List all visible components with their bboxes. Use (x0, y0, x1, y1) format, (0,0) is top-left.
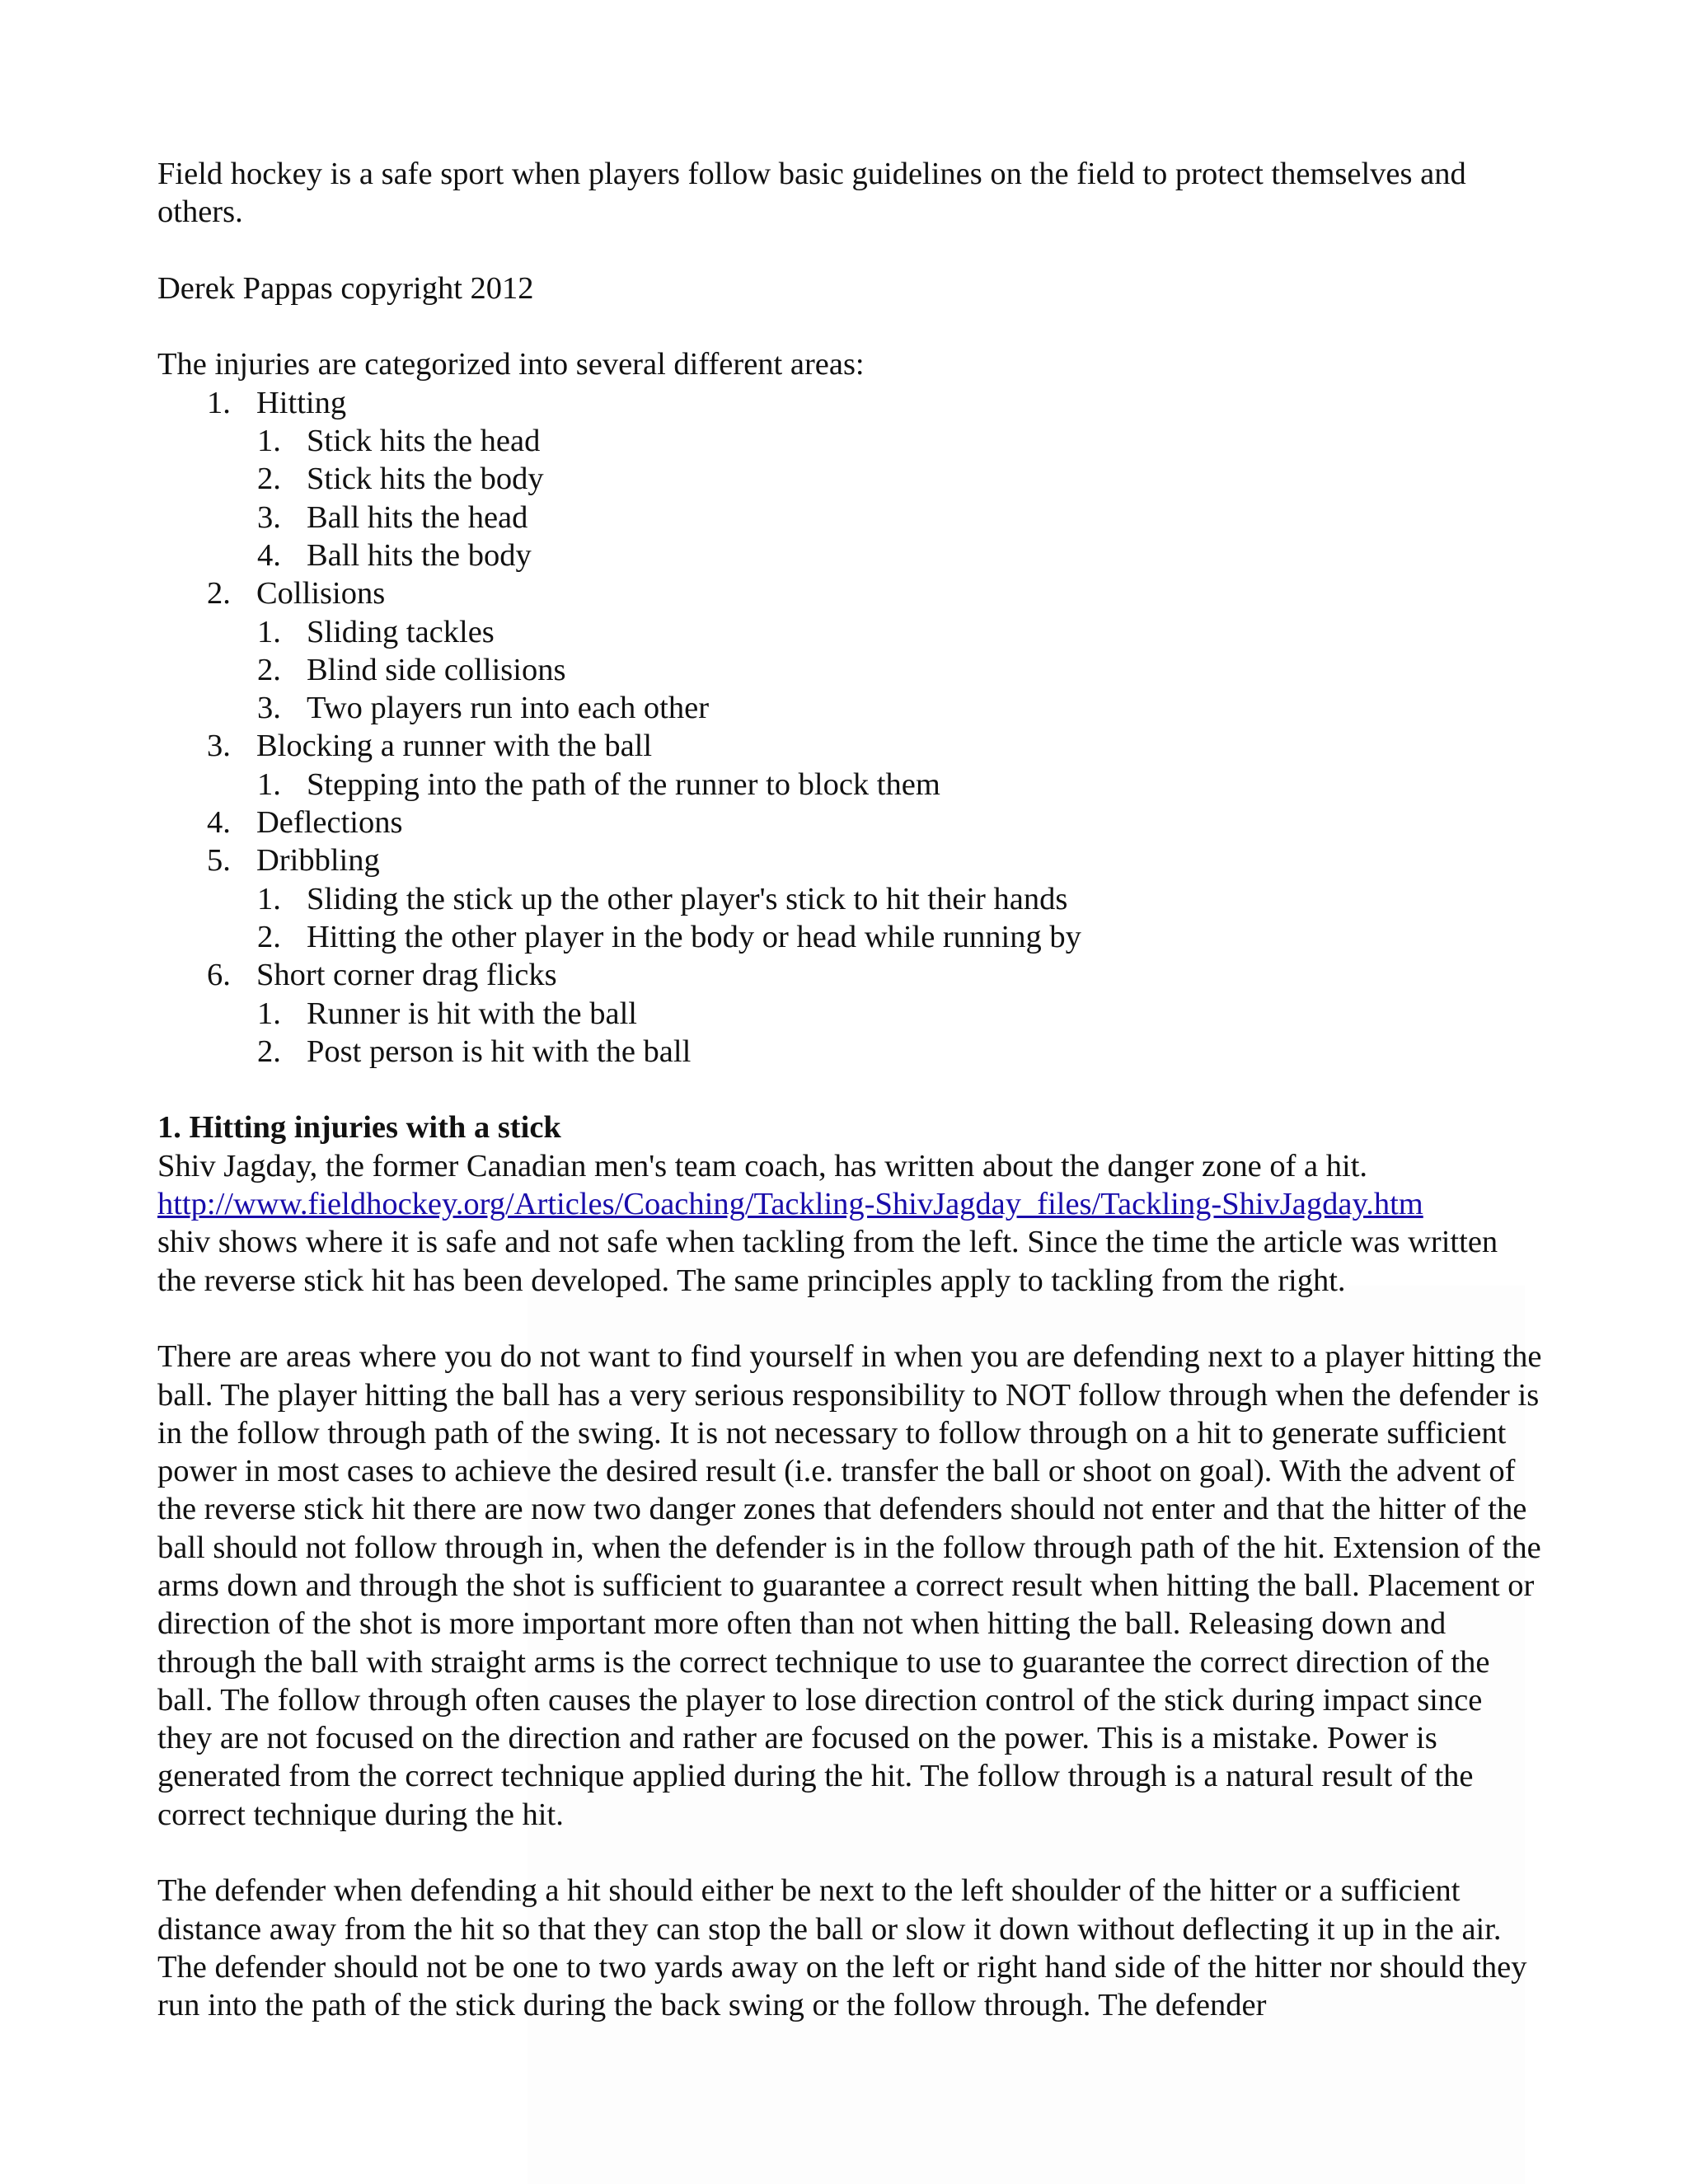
subcategory-item (157, 689, 1542, 727)
category-number: 1. (207, 385, 231, 420)
subcategory-number: 2. (257, 919, 281, 954)
spacer (157, 1071, 1542, 1108)
subcategory-number: 1. (257, 881, 281, 916)
subcategory-number: 1. (257, 424, 281, 459)
subcategory-label: Stepping into the path of the runner to block them (307, 766, 940, 802)
subcategory-list (157, 613, 1542, 728)
subcategory-label: Stick hits the head (307, 424, 541, 459)
categories-intro: The injuries are categorized into several different areas: (157, 347, 865, 382)
article-link[interactable]: http://www.fieldhockey.org/Articles/Coaching/Tackling-ShivJagday_files/Tackling-ShivJagday.htm (157, 1187, 1423, 1222)
subcategory-number: 2. (257, 652, 281, 687)
section-paragraph-2: There are areas where you do not want to find yourself in when you are defending next to a player hitting the ball. The player hitting the ball has a very serious responsibility to NOT follow through when the defender is in the follow through path of the swing. It is not necessary to follow through on a hit to generate sufficient power in most cases to achieve the desired result (i.e. transfer the ball or shoot on goal). With the advent of the reverse stick hit there are now two danger zones that defenders should not enter and that the hitter of the ball should not follow through in, when the defender is in the follow through path of the hit. Extension of the arms down and through the shot is sufficient to guarantee a correct result when hitting the ball. Placement or direction of the shot is more important more often than not when hitting the ball. Releasing down and through the ball with straight arms is the correct technique to use to guarantee the correct direction of the ball. The follow through often causes the player to lose direction control of the stick during impact since they are not focused on the direction and rather are focused on the power. This is a mistake. Power is generated from the correct technique applied during the hit. The follow through is a natural result of the correct technique during the hit. (157, 1339, 1542, 1832)
subcategory-label: Post person is hit with the ball (307, 1033, 692, 1069)
subcategory-label: Blind side collisions (307, 652, 566, 687)
subcategory-item (157, 918, 1542, 956)
subcategory-number: 1. (257, 614, 281, 649)
intro-paragraph: Field hockey is a safe sport when players follow basic guidelines on the field to protect themselves and others. (157, 157, 1466, 230)
section-paragraph-1: shiv shows where it is safe and not safe when tackling from the left. Since the time the article was written the reverse stick hit has been developed. The same principles apply to tackling from the right. (157, 1225, 1498, 1298)
subcategory-number: 2. (257, 1033, 281, 1069)
category-number: 6. (207, 958, 231, 993)
subcategory-item (157, 880, 1542, 918)
category-row (157, 841, 1542, 879)
subcategory-item (157, 1033, 1542, 1071)
category-row (157, 804, 1542, 841)
subcategory-item (157, 995, 1542, 1033)
subcategory-item (157, 422, 1542, 460)
category-label: Dribbling (256, 843, 380, 879)
subcategory-number: 4. (257, 537, 281, 573)
copyright-line: Derek Pappas copyright 2012 (157, 270, 534, 306)
subcategory-item (157, 766, 1542, 804)
subcategory-label: Stick hits the body (307, 462, 544, 497)
subcategory-number: 3. (257, 499, 281, 535)
category-item (157, 804, 1542, 841)
category-label: Collisions (256, 576, 386, 612)
subcategory-number: 2. (257, 462, 281, 497)
category-number: 2. (207, 576, 231, 612)
category-number: 3. (207, 729, 231, 764)
category-label: Hitting (256, 385, 347, 420)
category-item (157, 727, 1542, 804)
subcategory-item (157, 651, 1542, 689)
category-item (157, 574, 1542, 727)
section-heading: 1. Hitting injuries with a stick (157, 1110, 561, 1146)
subcategory-list (157, 766, 1542, 804)
subcategory-label: Sliding tackles (307, 614, 495, 649)
subcategory-item (157, 460, 1542, 498)
subcategory-item (157, 499, 1542, 537)
category-item (157, 384, 1542, 574)
injury-category-list (157, 384, 1542, 1071)
section-paragraph-3: The defender when defending a hit should either be next to the left shoulder of the hitter or a sufficient distance away from the hit so that they can stop the ball or slow it down without deflecting it up in the air. The defender should not be one to two yards away on the left or right hand side of the hitter nor should they run into the path of the stick during the back swing or the follow through. The defender (157, 1873, 1527, 2023)
category-number: 4. (207, 805, 231, 841)
section-line: Shiv Jagday, the former Canadian men's team coach, has written about the danger zone of a hit. (157, 1148, 1368, 1183)
category-row (157, 727, 1542, 765)
category-label: Blocking a runner with the ball (256, 729, 653, 764)
category-row (157, 384, 1542, 422)
subcategory-list (157, 880, 1542, 957)
category-row (157, 956, 1542, 994)
subcategory-list (157, 422, 1542, 574)
subcategory-number: 1. (257, 996, 281, 1031)
spacer (157, 1300, 1542, 1338)
spacer (157, 232, 1542, 269)
spacer (157, 307, 1542, 345)
category-number: 5. (207, 843, 231, 879)
subcategory-number: 1. (257, 766, 281, 802)
subcategory-item (157, 537, 1542, 574)
subcategory-label: Ball hits the body (307, 537, 532, 573)
subcategory-number: 3. (257, 691, 281, 726)
subcategory-label: Ball hits the head (307, 499, 528, 535)
spacer (157, 1834, 1542, 1872)
subcategory-list (157, 995, 1542, 1071)
subcategory-label: Two players run into each other (307, 691, 710, 726)
subcategory-label: Hitting the other player in the body or head while running by (307, 919, 1081, 954)
category-label: Short corner drag flicks (256, 958, 557, 993)
subcategory-label: Runner is hit with the ball (307, 996, 637, 1031)
category-label: Deflections (256, 805, 403, 841)
document-body (157, 155, 1542, 2025)
category-item (157, 841, 1542, 956)
subcategory-item (157, 613, 1542, 651)
category-row (157, 574, 1542, 612)
category-item (157, 956, 1542, 1071)
subcategory-label: Sliding the stick up the other player's stick to hit their hands (307, 881, 1068, 916)
